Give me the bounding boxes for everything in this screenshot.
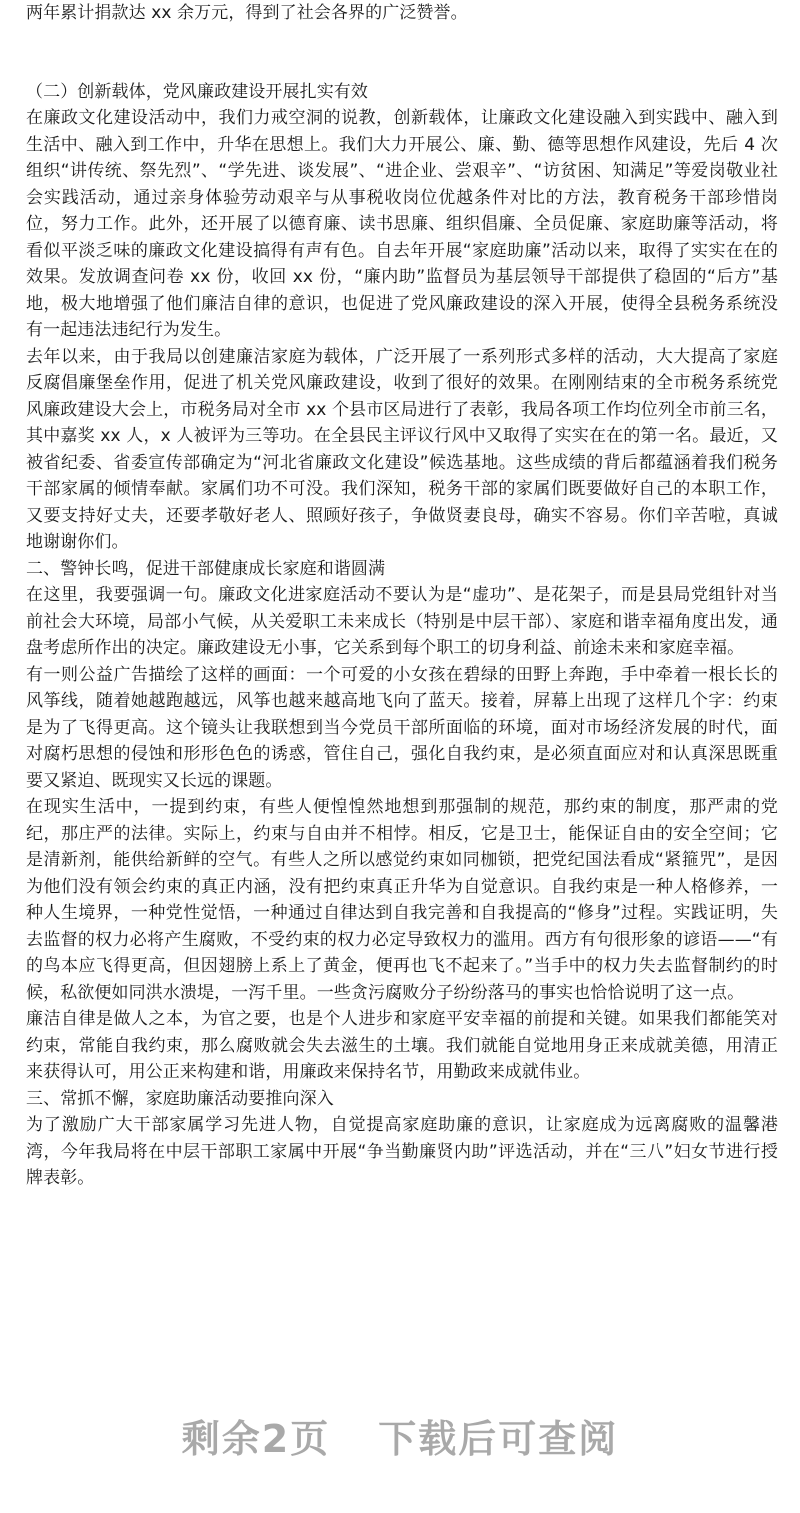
section-heading-alarm: 二、警钟长鸣，促进干部健康成长家庭和谐圆满 bbox=[26, 558, 386, 579]
document-body bbox=[26, 0, 778, 1192]
paragraph-emphasis: 在这里，我要强调一句。廉政文化进家庭活动不要认为是“虚功”、是花架子，而是县局党组针对当前社会大环境，局部小气候，从关爱职工未来成长（特别是中层干部）、家庭和谐幸福角度出发，通盘考虑所作出的决定。廉政建设无小事，它关系到每个职工的切身利益、前途未来和家庭幸福。 bbox=[26, 585, 778, 658]
paragraph-innovation: 在廉政文化建设活动中，我们力戒空洞的说教，创新载体，让廉政文化建设融入到实践中、融入到生活中、融入到工作中，升华在思想上。我们大力开展公、廉、勤、德等思想作风建设，先后 4 次组织“讲传统、祭先烈”、“学先进、谈发展”、“进企业、尝艰辛”、“访贫困、知满足”等爱岗敬业社会实践活动，通过亲身体验劳动艰辛与从事税收岗位优越条件对比的方法，教育税务干部珍惜岗位，努力工作。此外，还开展了以德育廉、读书思廉、组织倡廉、全员促廉、家庭助廉等活动，将看似平淡乏味的廉政文化建设搞得有声有色。自去年开展“家庭助廉”活动以来，取得了实实在在的效果。发放调查问卷 xx 份，收回 xx 份，“廉内助”监督员为基层领导干部提供了稳固的“后方”基地，极大地增强了他们廉洁自律的意识，也促进了党风廉政建设的深入开展，使得全县税务系统没有一起违法违纪行为发生。 bbox=[26, 108, 778, 340]
download-prompt[interactable] bbox=[0, 1408, 800, 1463]
paragraph-gap bbox=[26, 27, 778, 79]
paragraph-award: 为了激励广大干部家属学习先进人物，自觉提高家庭助廉的意识，让家庭成为远离腐败的温馨港湾，今年我局将在中层干部职工家属中开展“争当勤廉贤内助”评选活动，并在“三八”妇女节进行授牌表彰。 bbox=[26, 1115, 778, 1188]
section-heading-2: （二）创新载体，党风廉政建设开展扎实有效 bbox=[26, 81, 368, 102]
paragraph-restraint: 在现实生活中，一提到约束，有些人便惶惶然地想到那强制的规范，那约束的制度，那严肃的党纪，那庄严的法律。实际上，约束与自由并不相悖。相反，它是卫士，能保证自由的安全空间；它是清新剂，能供给新鲜的空气。有些人之所以感觉约束如同枷锁，把党纪国法看成“紧箍咒”，是因为他们没有领会约束的真正内涵，没有把约束真正升华为自觉意识。自我约束是一种人格修养，一种人生境界，一种党性觉悟，一种通过自律达到自我完善和自我提高的“修身”过程。实践证明，失去监督的权力必将产生腐败，不受约束的权力必定导致权力的滥用。西方有句很形象的谚语——“有的鸟本应飞得更高，但因翅膀上系上了黄金，便再也飞不起来了。”当手中的权力失去监督制约的时候，私欲便如同洪水溃堤，一泻千里。一些贪污腐败分子纷纷落马的事实也恰恰说明了这一点。 bbox=[26, 797, 778, 1003]
paragraph-integrity: 廉洁自律是做人之本，为官之要，也是个人进步和家庭平安幸福的前提和关键。如果我们都能笑对约束，常能自我约束，那么腐败就会失去滋生的土壤。我们就能自觉地用身正来成就美德，用清正来获得认可，用公正来构建和谐，用廉政来保持名节，用勤政来成就伟业。 bbox=[26, 1009, 778, 1082]
section-heading-persist: 三、常抓不懈，家庭助廉活动要推向深入 bbox=[26, 1088, 334, 1109]
paragraph-achievements: 去年以来，由于我局以创建廉洁家庭为载体，广泛开展了一系列形式多样的活动，大大提高了家庭反腐倡廉堡垒作用，促进了机关党风廉政建设，收到了很好的效果。在刚刚结束的全市税务系统党风廉政建设大会上，市税务局对全市 xx 个县市区局进行了表彰，我局各项工作均位列全市前三名，其中嘉奖 xx 人，x 人被评为三等功。在全县民主评议行风中又取得了实实在在的第一名。最近，又被省纪委、省委宣传部确定为“河北省廉政文化建设”候选基地。这些成绩的背后都蕴涵着我们税务干部家属的倾情奉献。家属们功不可没。我们深知，税务干部的家属们既要做好自己的本职工作，又要支持好丈夫，还要孝敬好老人、照顾好孩子，争做贤妻良母，确实不容易。你们辛苦啦，真诚地谢谢你们。 bbox=[26, 346, 778, 552]
remaining-pages-label: 剩余2页 bbox=[181, 1417, 331, 1461]
download-to-view-label: 下载后可查阅 bbox=[378, 1417, 619, 1461]
paragraph-kite-ad: 有一则公益广告描绘了这样的画面：一个可爱的小女孩在碧绿的田野上奔跑，手中牵着一根长长的风筝线，随着她越跑越远，风筝也越来越高地飞向了蓝天。接着，屏幕上出现了这样几个字：约束是为了飞得更高。这个镜头让我联想到当今党员干部所面临的环境，面对市场经济发展的时代，面对腐朽思想的侵蚀和形形色色的诱惑，管住自己，强化自我约束，是必须直面应对和认真深思既重要又紧迫、既现实又长远的课题。 bbox=[26, 664, 778, 791]
paragraph-intro: 两年累计捐款达 xx 余万元，得到了社会各界的广泛赞誉。 bbox=[26, 3, 468, 23]
